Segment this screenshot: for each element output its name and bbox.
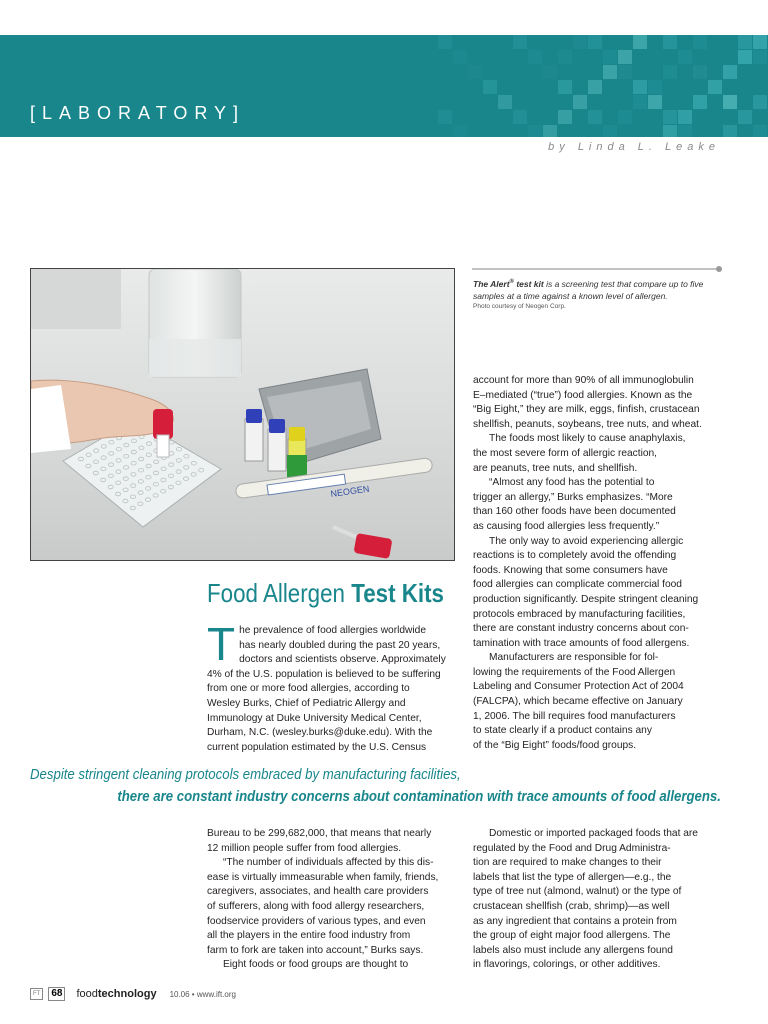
- caption-kit-name: The Alert: [473, 278, 510, 289]
- body-column-2: [473, 374, 723, 753]
- body-line: 4% of the U.S. population is believed to be suffering: [207, 668, 441, 680]
- body-line: labels also must include any allergens found: [473, 944, 673, 956]
- body-line: protocols embraced by manufacturing facilities,: [473, 608, 686, 620]
- body-line: the most severe form of allergic reaction,: [473, 447, 658, 459]
- body-line: labels that list the type of allergen—e.g., the: [473, 871, 672, 883]
- body-line: reactions is to completely avoid the offending: [473, 550, 677, 562]
- body-line: Eight foods or food groups are thought to: [223, 959, 409, 971]
- body-line: there are constant industry concerns about con-: [473, 623, 689, 635]
- body-line: as causing food allergies less frequently.”: [473, 520, 660, 532]
- body-line: of the “Big Eight” foods/food groups.: [473, 739, 637, 751]
- issue-info: 10.06 • www.ift.org: [169, 989, 236, 999]
- caption-kit-suffix: test kit: [513, 278, 544, 289]
- page-number: 68: [48, 987, 65, 1001]
- body-line: The only way to avoid experiencing allergic: [489, 535, 684, 547]
- body-line: to state clearly if a product contains any: [473, 725, 652, 737]
- body-line: current population estimated by the U.S. Census: [207, 741, 427, 753]
- banner-pixel-pattern: [438, 35, 768, 137]
- body-line: has nearly doubled during the past 20 years,: [239, 639, 441, 651]
- body-line: 12 million people suffer from food allergies.: [207, 842, 402, 854]
- body-line: tamination with trace amounts of food allergens.: [473, 637, 690, 649]
- body-line: “Big Eight,” they are milk, eggs, finfish, crustacean: [473, 404, 700, 416]
- footer-page-box: FT: [30, 988, 43, 1000]
- body-line: Bureau to be 299,682,000, that means that nearly: [207, 828, 432, 839]
- body-line: shellfish, peanuts, soybeans, tree nuts, and wheat.: [473, 418, 702, 430]
- brand-light: food: [76, 988, 98, 1000]
- title-bold: Test Kits: [351, 578, 444, 608]
- body-line: farm to fork are taken into account,” Burks says.: [207, 944, 424, 956]
- body-line: lowing the requirements of the Food Allergen: [473, 666, 676, 678]
- body-line: foodservice providers of various types, and even: [207, 915, 426, 927]
- brand-logo: [76, 988, 156, 1000]
- body-column-1: [207, 618, 455, 755]
- brand-bold: technology: [97, 988, 157, 1000]
- caption-text: is a screening test that compare up to five samples at a time against a known level of allergen.: [473, 278, 704, 301]
- test-kit-photo-icon: [31, 269, 454, 560]
- body-line: in flavorings, colorings, or other additives.: [473, 959, 661, 971]
- photo-credit: Photo courtesy of Neogen Corp.: [473, 302, 566, 310]
- body-line: trigger an allergy,” Burks emphasizes. “More: [473, 491, 673, 503]
- body-line: Immunology at Duke University Medical Center,: [207, 712, 422, 724]
- title-light: Food Allergen: [207, 578, 352, 608]
- body-line: Manufacturers are responsible for fol-: [489, 652, 659, 664]
- body-line: “Almost any food has the potential to: [489, 477, 655, 489]
- body-line: of sufferers, along with food allergy researchers,: [207, 900, 425, 912]
- body-line: the group of eight major food allergens. The: [473, 930, 671, 942]
- body-line: ease is virtually immeasurable when family, friends,: [207, 871, 439, 883]
- body-line: all the players in the entire food industry from: [207, 930, 411, 942]
- drop-cap: T: [207, 618, 236, 670]
- article-title: [207, 578, 444, 609]
- photo-caption: [473, 276, 721, 312]
- body-line: production significantly. Despite stringent cleaning: [473, 593, 699, 605]
- body-column-4: [473, 827, 723, 973]
- body-line: Durham, N.C. (wesley.burks@duke.edu). With the: [207, 727, 433, 739]
- body-line: crustacean shellfish (crab, shrimp)—as well: [473, 900, 670, 912]
- body-line: as any ingredient that contains a protein from: [473, 915, 677, 927]
- kit-label: NEOGEN: [329, 483, 370, 499]
- body-line: account for more than 90% of all immunoglobulin: [473, 375, 694, 386]
- body-line: type of tree nut (almond, walnut) or the type of: [473, 886, 682, 898]
- caption-registered-mark: ®: [509, 279, 514, 285]
- body-line: from one or more food allergies, according to: [207, 683, 410, 695]
- body-line: Labeling and Consumer Protection Act of 2004: [473, 681, 684, 693]
- body-column-3: [207, 827, 457, 973]
- page-footer: [30, 987, 236, 1001]
- column-1-lines: [207, 618, 455, 755]
- body-line: (FALCPA), which became effective on January: [473, 696, 683, 708]
- body-line: he prevalence of food allergies worldwide: [239, 625, 426, 636]
- body-line: Wesley Burks, Chief of Pediatric Allergy and: [207, 697, 406, 709]
- article-photo: [30, 268, 455, 561]
- body-line: foods. Knowing that some consumers have: [473, 564, 668, 576]
- byline: by Linda L. Leake: [548, 141, 720, 153]
- body-line: doctors and scientists observe. Approximately: [239, 654, 446, 666]
- body-line: Domestic or imported packaged foods that are: [489, 828, 698, 839]
- body-line: than 160 other foods have been documented: [473, 506, 676, 518]
- pull-quote-line-1: Despite stringent cleaning protocols embraced by manufacturing facilities,: [30, 766, 461, 783]
- column-3-lines: [207, 827, 457, 973]
- section-label: [LABORATORY]: [30, 103, 246, 123]
- column-4-lines: [473, 827, 723, 973]
- body-line: caregivers, associates, and health care providers: [207, 886, 429, 898]
- body-line: 1, 2006. The bill requires food manufacturers: [473, 710, 676, 722]
- body-line: The foods most likely to cause anaphylaxis,: [489, 433, 686, 445]
- body-line: are peanuts, tree nuts, and shellfish.: [473, 462, 638, 474]
- body-line: E–mediated (“true”) food allergies. Known as the: [473, 389, 693, 401]
- pull-quote-line-2: there are constant industry concerns about contamination with trace amounts of food allergens.: [117, 788, 721, 805]
- column-2-lines: [473, 374, 723, 753]
- body-line: regulated by the Food and Drug Administra-: [473, 842, 671, 854]
- body-line: food allergies can complicate commercial food: [473, 579, 682, 591]
- body-line: tion are required to make changes to their: [473, 857, 662, 869]
- body-line: “The number of individuals affected by this dis-: [223, 857, 434, 869]
- caption-rule: [472, 268, 722, 270]
